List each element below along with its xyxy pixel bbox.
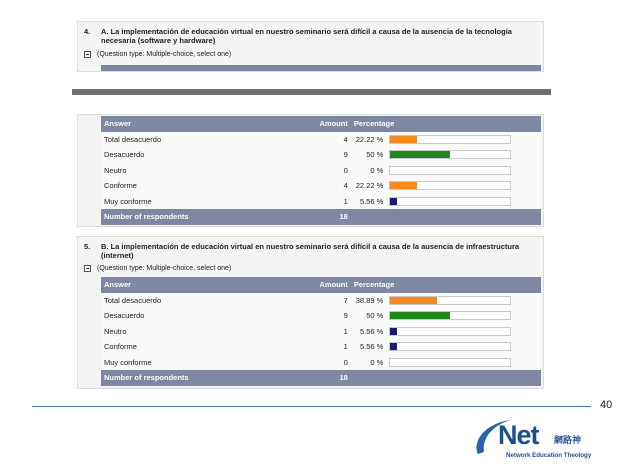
question-4-results-table [101, 116, 541, 225]
question-4-type: (Question type: Multiple-choice, select one) [97, 51, 232, 58]
answer-label: Neutro [101, 324, 300, 340]
answer-percentage: 50 % [351, 147, 386, 163]
table-row [101, 293, 541, 309]
question-4-panel [77, 21, 544, 72]
question-5-number: 5. [84, 242, 91, 251]
percentage-bar [389, 342, 511, 351]
answer-label: Neutro [101, 163, 300, 179]
table-row [101, 178, 541, 194]
question-4-number: 4. [84, 27, 91, 36]
table-footer-row [101, 209, 541, 225]
table-footer-row [101, 370, 541, 386]
answer-percentage: 50 % [351, 308, 386, 324]
answer-label: Conforme [101, 339, 300, 355]
answer-amount: 1 [300, 194, 351, 210]
logo-cjk-text: 網路神 [554, 435, 582, 445]
header-percentage: Percentage [351, 116, 541, 132]
answer-amount: 1 [300, 324, 351, 340]
percentage-bar-fill [390, 343, 397, 350]
answer-amount: 1 [300, 339, 351, 355]
percentage-bar-cell [386, 355, 541, 371]
table-row [101, 324, 541, 340]
percentage-bar-fill [390, 136, 417, 143]
footer-amount: 18 [300, 370, 351, 386]
answer-percentage: 38.89 % [351, 293, 386, 309]
answer-percentage: 22.22 % [351, 178, 386, 194]
percentage-bar-cell [386, 147, 541, 163]
answer-amount: 4 [300, 178, 351, 194]
percentage-bar [389, 166, 511, 175]
collapse-toggle-icon[interactable] [84, 265, 91, 272]
table-row [101, 308, 541, 324]
answer-amount: 9 [300, 308, 351, 324]
answer-percentage: 0 % [351, 163, 386, 179]
table-header-row [101, 277, 541, 293]
answer-amount: 7 [300, 293, 351, 309]
net-logo [470, 416, 600, 462]
answer-label: Desacuerdo [101, 308, 300, 324]
table-row [101, 132, 541, 148]
table-header-row [101, 116, 541, 132]
header-amount: Amount [300, 116, 351, 132]
answer-label: Muy conforme [101, 355, 300, 371]
answer-amount: 0 [300, 355, 351, 371]
page-number: 40 [600, 399, 613, 411]
answer-percentage: 0 % [351, 355, 386, 371]
percentage-bar [389, 197, 511, 206]
percentage-bar [389, 135, 511, 144]
answer-label: Desacuerdo [101, 147, 300, 163]
answer-amount: 9 [300, 147, 351, 163]
question-5-type-row [84, 264, 231, 273]
percentage-bar [389, 150, 511, 159]
answer-percentage: 5.56 % [351, 194, 386, 210]
question-4-text: A. La implementación de educación virtual en nuestro seminario será difícil a causa de la ausencia de la tecnología necesaria (software y hardware) [101, 27, 512, 45]
footer-rule [32, 406, 591, 407]
percentage-bar-cell [386, 293, 541, 309]
table-row [101, 147, 541, 163]
question-4-type-row [84, 50, 231, 59]
slide-divider [72, 89, 551, 95]
header-answer: Answer [101, 277, 300, 293]
table-row [101, 163, 541, 179]
answer-label: Conforme [101, 178, 300, 194]
percentage-bar-cell [386, 339, 541, 355]
table-header-strip [101, 65, 541, 71]
percentage-bar-fill [390, 182, 417, 189]
table-row [101, 355, 541, 371]
header-answer: Answer [101, 116, 300, 132]
logo-wordmark: Net [498, 420, 539, 450]
header-percentage: Percentage [351, 277, 541, 293]
percentage-bar-cell [386, 194, 541, 210]
percentage-bar-fill [390, 151, 450, 158]
answer-label: Total desacuerdo [101, 132, 300, 148]
percentage-bar [389, 358, 511, 367]
percentage-bar-fill [390, 297, 437, 304]
footer-amount: 18 [300, 209, 351, 225]
table-row [101, 339, 541, 355]
header-amount: Amount [300, 277, 351, 293]
percentage-bar-fill [390, 198, 397, 205]
answer-percentage: 5.56 % [351, 339, 386, 355]
collapse-toggle-icon[interactable] [84, 51, 91, 58]
question-5-results-table [101, 277, 541, 386]
percentage-bar-cell [386, 324, 541, 340]
percentage-bar-fill [390, 328, 397, 335]
percentage-bar-cell [386, 308, 541, 324]
percentage-bar-fill [390, 312, 450, 319]
question-5-text: B. La implementación de educación virtual en nuestro seminario será difícil a causa de la ausencia de infraestructura (internet) [101, 242, 520, 260]
logo-subtitle: Network Education Theology [506, 452, 592, 459]
answer-label: Total desacuerdo [101, 293, 300, 309]
footer-label: Number of respondents [101, 209, 300, 225]
question-5-type: (Question type: Multiple-choice, select one) [97, 265, 232, 272]
percentage-bar [389, 296, 511, 305]
percentage-bar-cell [386, 163, 541, 179]
percentage-bar-cell [386, 132, 541, 148]
answer-amount: 0 [300, 163, 351, 179]
answer-percentage: 5.56 % [351, 324, 386, 340]
percentage-bar [389, 327, 511, 336]
footer-label: Number of respondents [101, 370, 300, 386]
percentage-bar-cell [386, 178, 541, 194]
percentage-bar [389, 181, 511, 190]
answer-label: Muy conforme [101, 194, 300, 210]
percentage-bar [389, 311, 511, 320]
answer-amount: 4 [300, 132, 351, 148]
answer-percentage: 22.22 % [351, 132, 386, 148]
table-row [101, 194, 541, 210]
